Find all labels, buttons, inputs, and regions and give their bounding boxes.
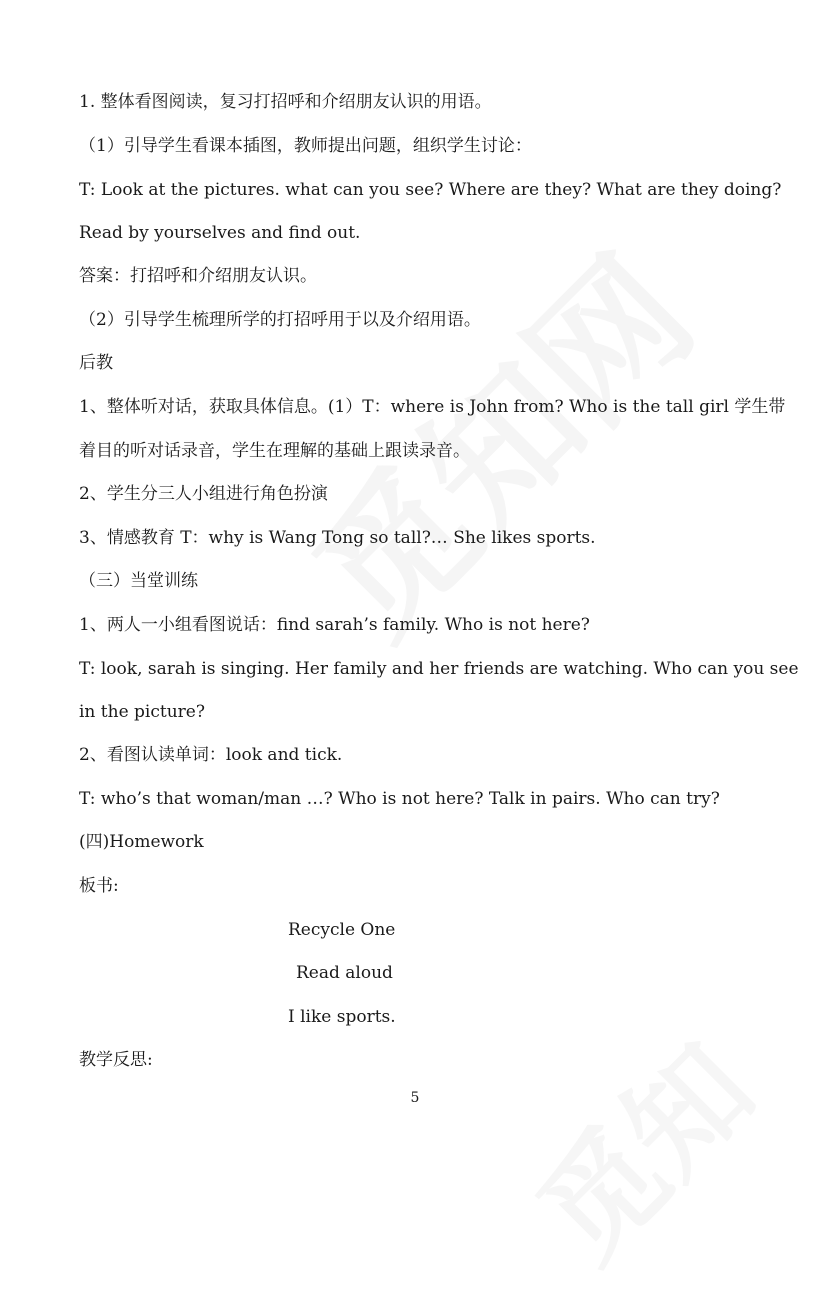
board-line-2: Read aloud (296, 963, 393, 983)
text-line-8: 1、整体听对话，获取具体信息。(1）T：where is John from? Who is the tall girl 学生带 (79, 397, 786, 417)
text-line-15: in the picture? (79, 702, 205, 722)
text-line-7: 后教 (79, 353, 113, 373)
text-line-17: T: who’s that woman/man …? Who is not here? Talk in pairs. Who can try? (79, 789, 720, 809)
board-line-1: Recycle One (288, 920, 396, 940)
board-line-3: I like sports. (288, 1007, 396, 1027)
text-line-1: 1. 整体看图阅读，复习打招呼和介绍朋友认识的用语。 (79, 92, 492, 112)
text-line-6: （2）引导学生梳理所学的打招呼用于以及介绍用语。 (79, 310, 481, 330)
page-number: 5 (410, 1090, 420, 1106)
text-line-19: 板书: (79, 876, 119, 896)
text-line-5: 答案：打招呼和介绍朋友认识。 (79, 266, 317, 286)
text-line-3: T: Look at the pictures. what can you see? Where are they? What are they doing? (79, 180, 782, 200)
reflection-heading: 教学反思: (79, 1050, 153, 1070)
text-line-9: 着目的听对话录音，学生在理解的基础上跟读录音。 (79, 441, 470, 461)
text-line-18: (四)Homework (79, 832, 204, 852)
text-line-16: 2、看图认读单词：look and tick. (79, 745, 343, 765)
watermark-bottom (494, 1000, 785, 1291)
text-line-4: Read by yourselves and find out. (79, 223, 361, 243)
text-line-2: （1）引导学生看课本插图，教师提出问题，组织学生讨论： (79, 136, 532, 156)
text-line-11: 3、情感教育 T：why is Wang Tong so tall?… She likes sports. (79, 528, 596, 548)
text-line-10: 2、学生分三人小组进行角色扮演 (79, 484, 328, 504)
text-line-13: 1、两人一小组看图说话：find sarah’s family. Who is not here? (79, 615, 590, 635)
watermark (260, 203, 731, 674)
text-line-14: T: look, sarah is singing. Her family and her friends are watching. Who can you see (79, 659, 799, 679)
text-line-12: （三）当堂训练 (79, 571, 198, 591)
